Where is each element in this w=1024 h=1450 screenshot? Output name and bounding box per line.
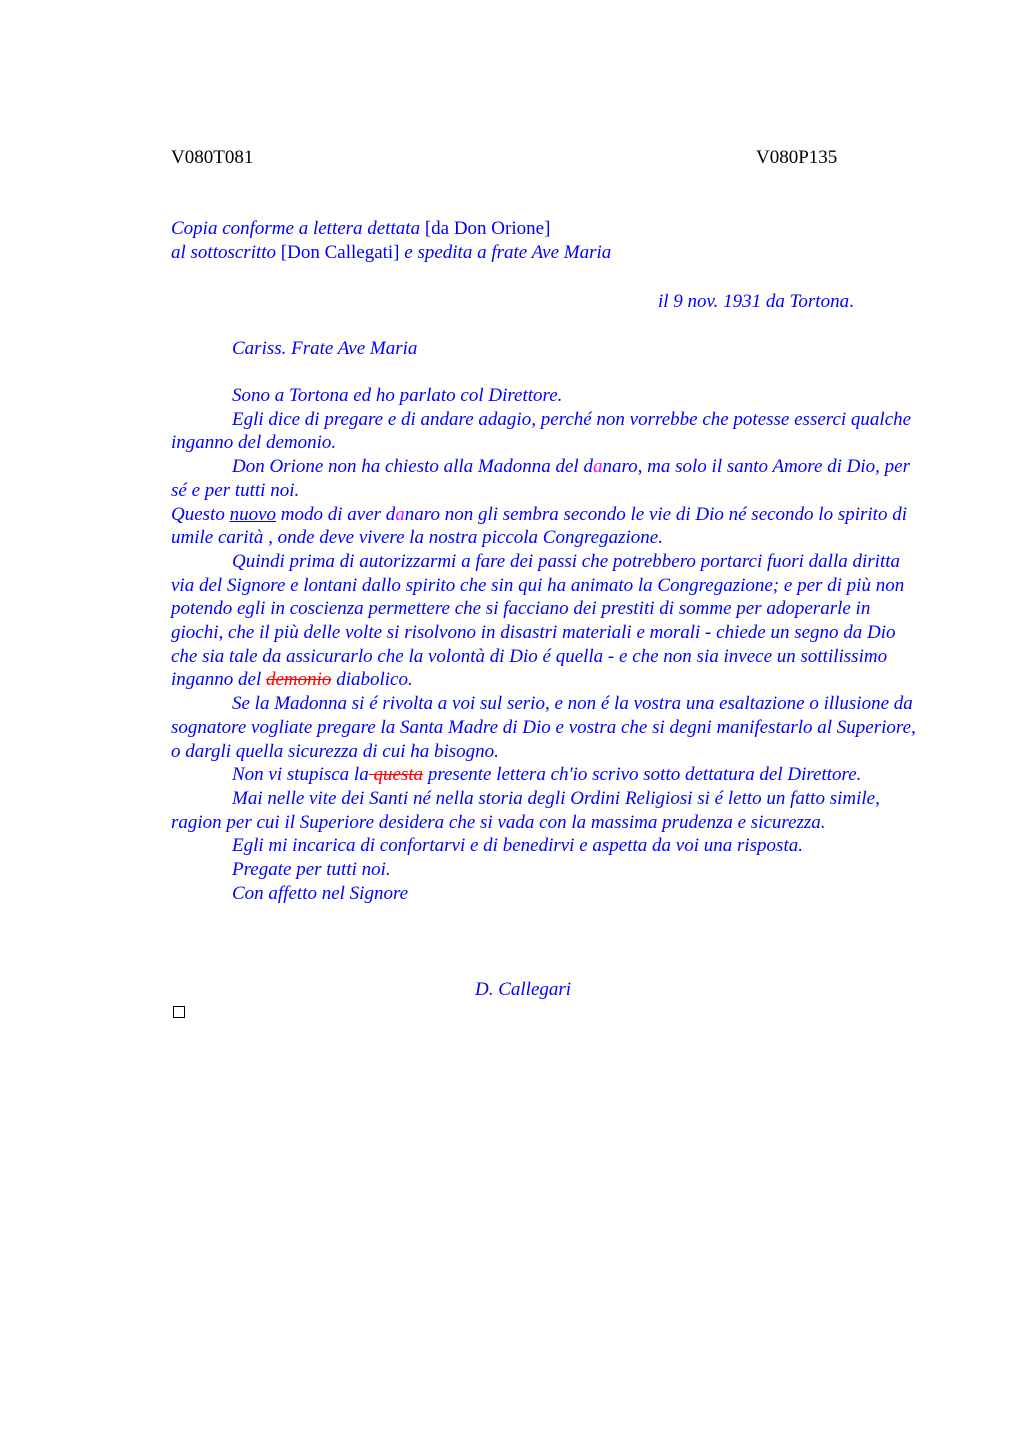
editorial-note: [da Don Orione] [424, 218, 551, 239]
letter-body [171, 384, 916, 905]
date-text: il 9 nov. 1931 da Tortona [658, 291, 850, 312]
deleted-word: demonio [266, 669, 332, 691]
inserted-letter: a [395, 503, 405, 525]
inserted-letter: a [592, 456, 603, 478]
document-code-left: V080T081 [171, 147, 254, 168]
salutation: Cariss. Frate Ave Maria [232, 338, 418, 359]
paragraph: Se la Madonna si é rivolta a voi sul serio, e non é la vostra una esaltazione o illusione da sognatore vogliate pregare la Santa Madre di Dio e vostra che si degni manifestarlo al Superiore, o dargli quella sicurezza di cui ha bisogno. [171, 693, 916, 762]
date-period: . [849, 291, 854, 312]
letter-date [658, 290, 854, 314]
paragraph: Quindi prima di autorizzarmi a fare dei passi che potrebbero portarci fuori dalla diritta via del Signore e lontani dallo spirito che sin qui ha animato la Congregazione; e per di più non potendo egli in coscienza permettere che si facciano dei prestiti di somme per adoperarle in giochi, che il più delle volte si risolvono in disastri materiali e morali - chiede un segno da Dio che sia tale da assicurarlo che la volontà di Dio é quella - e che non sia invece un sottilissimo inganno del demonio diabolico. [171, 550, 905, 691]
intro-text: al sottoscritto [171, 242, 277, 263]
intro-text: Copia conforme a lettera dettata [171, 218, 421, 239]
paragraph: Egli mi incarica di confortarvi e di benedirvi e aspetta da voi una risposta. [232, 835, 803, 857]
paragraph: Questo nuovo modo di aver danaro non gli sembra secondo le vie di Dio né secondo lo spirito di umile carità , onde deve vivere la nostra piccola Congregazione. [171, 503, 907, 549]
intro-text: e spedita a frate Ave Maria [404, 242, 612, 263]
signature: D. Callegari [475, 979, 572, 1000]
paragraph: Mai nelle vite dei Santi né nella storia degli Ordini Religiosi si é letto un fatto simile, ragion per cui il Superiore desidera che si vada con la massima prudenza e sicurezza. [171, 787, 880, 833]
checkbox-square-icon [173, 1006, 185, 1018]
deleted-word: questa [368, 764, 424, 786]
paragraph: Non vi stupisca la questa presente lettera ch'io scrivo sotto dettatura del Direttore. [232, 764, 862, 786]
intro-line-2 [171, 241, 611, 265]
underlined-word: nuovo [229, 503, 277, 525]
paragraph: Don Orione non ha chiesto alla Madonna del danaro, ma solo il santo Amore di Dio, per sé e per tutti noi. [171, 456, 910, 501]
editorial-note: [Don Callegati] [280, 242, 400, 263]
document-code-right: V080P135 [756, 147, 838, 168]
paragraph: Sono a Tortona ed ho parlato col Direttore. [232, 385, 563, 406]
paragraph: Pregate per tutti noi. [232, 859, 391, 881]
intro-line-1 [171, 217, 550, 241]
paragraph: Egli dice di pregare e di andare adagio, perché non vorrebbe che potesse esserci qualche inganno del demonio. [171, 408, 912, 454]
paragraph: Con affetto nel Signore [232, 882, 409, 904]
